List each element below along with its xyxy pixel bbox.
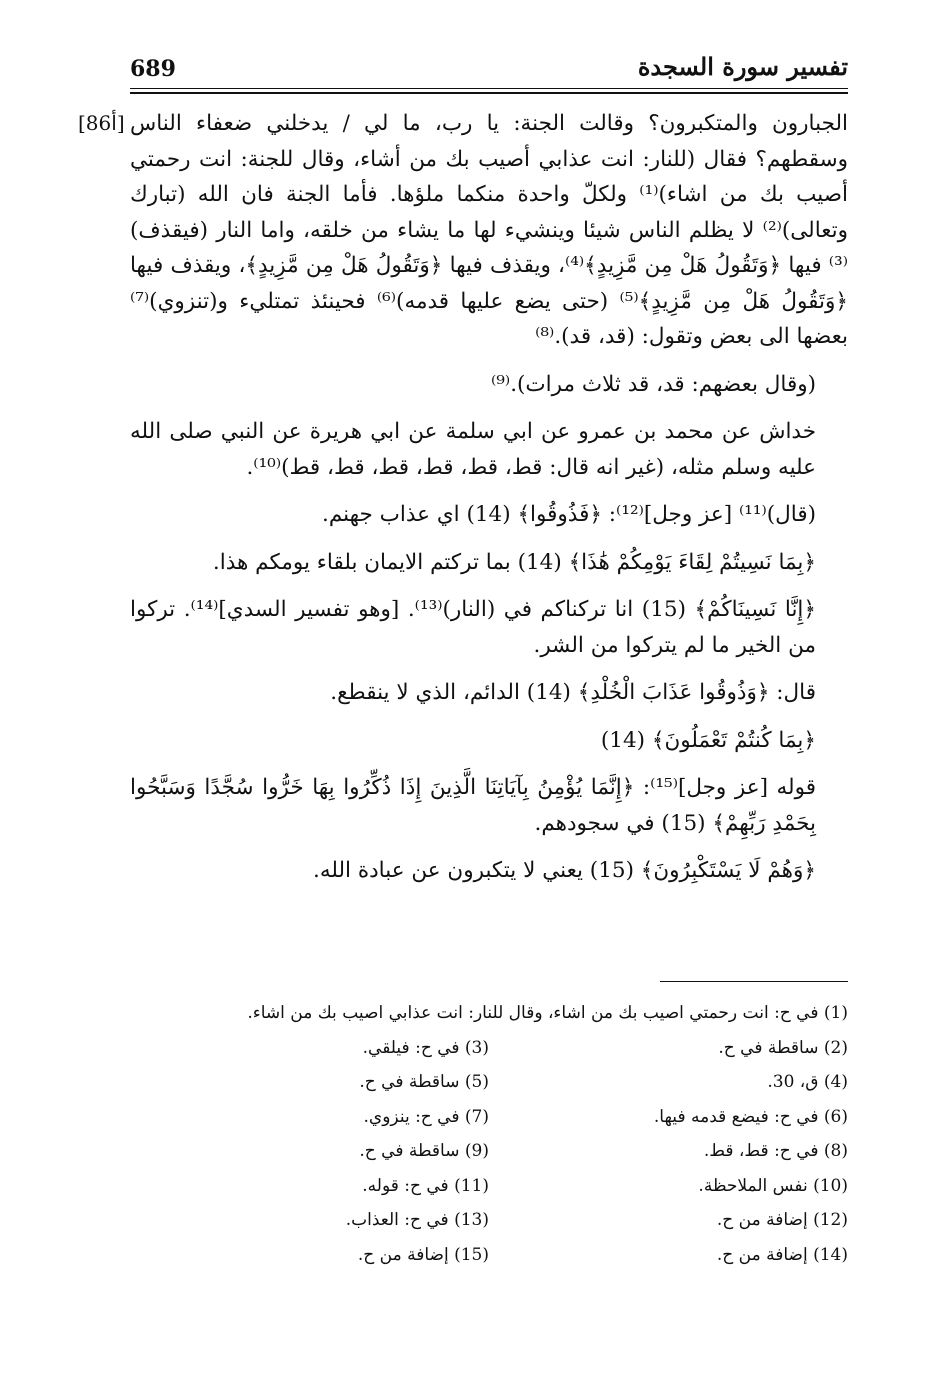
footnote: (12) إضافة من ح.	[716, 1210, 848, 1230]
running-title: تفسير سورة السجدة	[637, 52, 848, 81]
paragraph: الجبارون والمتكبرون؟ وقالت الجنة: يا رب، ما لي / يدخلني ضعفاء الناس وسقطهم؟ فقال (للنار: انت عذابي أصيب بك من أشاء، وقال للجنة: انت رحمتي أصيب بك من اشاء)⁽¹⁾ ولكلّ واحدة منكما ملؤها. فأما الجنة فان الله (تبارك وتعالى)⁽²⁾ لا يظلم الناس شيئا وينشيء لها ما يشاء من خلقه، واما النار (فيقذف)⁽³⁾ فيها ﴿وَتَقُولُ هَلْ مِن مَّزِيدٍ﴾⁽⁴⁾، ويقذف فيها ﴿وَتَقُولُ هَلْ مِن مَّزِيدٍ﴾، ويقذف فيها ﴿وَتَقُولُ هَلْ مِن مَّزِيدٍ﴾⁽⁵⁾ (حتى يضع عليها قدمه)⁽⁶⁾ فحينئذ تمتليء و(تنزوي)⁽⁷⁾ بعضها الى بعض وتقول: (قد، قد).⁽⁸⁾	[130, 111, 849, 349]
footnote: (2) ساقطة في ح.	[718, 1037, 848, 1058]
paragraph: (وقال بعضهم: قد، قد ثلاث مرات).⁽⁹⁾	[491, 371, 816, 397]
footnote-row	[130, 1134, 848, 1169]
paragraph: ﴿إِنَّا نَسِينَاكُمْ﴾ (15) انا تركناكم في (النار)⁽¹³⁾. [وهو تفسير السدي]⁽¹⁴⁾. تركوا من الخير ما لم يتركوا من الشر.	[130, 597, 816, 658]
footnote: (9) ساقطة في ح.	[359, 1141, 489, 1161]
footnote-row	[130, 1203, 848, 1238]
footnote-row	[130, 1100, 848, 1135]
footnote: (8) في ح: قط، قط.	[703, 1141, 848, 1161]
paragraph: ﴿بِمَا نَسِيتُمْ لِقَاءَ يَوْمِكُمْ هَٰذَا﴾ (14) بما تركتم الايمان بلقاء يومكم هذا.	[212, 549, 816, 575]
footnote: (13) في ح: العذاب.	[345, 1210, 489, 1230]
marginal-reference: [86أ]	[78, 111, 125, 135]
paragraph: ﴿وَهُمْ لَا يَسْتَكْبِرُونَ﴾ (15) يعني لا يتكبرون عن عبادة الله.	[313, 858, 816, 883]
footnote: (14) إضافة من ح.	[716, 1244, 848, 1265]
footnote-row	[130, 1065, 848, 1100]
footnote: (10) نفس الملاحظة.	[698, 1175, 848, 1196]
paragraph: قال: ﴿وَذُوقُوا عَذَابَ الْخُلْدِ﴾ (14) الدائم، الذي لا ينقطع.	[330, 680, 816, 705]
paragraph: ﴿بِمَا كُنتُمْ تَعْمَلُونَ﴾ (14)	[600, 727, 816, 753]
paragraph: (قال)⁽¹¹⁾ [عز وجل]⁽¹²⁾: ﴿فَذُوقُوا﴾ (14) اي عذاب جهنم.	[322, 502, 816, 527]
footnote-row	[130, 1169, 848, 1204]
footnote-separator	[660, 981, 848, 982]
footnote: (5) ساقطة في ح.	[359, 1072, 489, 1092]
footnote-row	[130, 1238, 848, 1273]
main-text	[78, 106, 849, 889]
header-rule	[130, 88, 848, 89]
footnote-row	[130, 1031, 848, 1066]
footnote: (15) إضافة من ح.	[357, 1244, 489, 1265]
paragraph: قوله [عز وجل]⁽¹⁵⁾: ﴿إِنَّمَا يُؤْمِنُ بِآيَاتِنَا الَّذِينَ إِذَا ذُكِّرُوا بِهَا خَرُّوا سُجَّدًا وَسَبَّحُوا بِحَمْدِ رَبِّهِمْ﴾ (15) في سجودهم.	[130, 775, 816, 836]
footnote: (4) ق، 30.	[767, 1072, 848, 1092]
header-rule-thick	[130, 92, 848, 94]
footnote: (11) في ح: قوله.	[362, 1175, 489, 1196]
footnotes	[130, 996, 848, 1272]
footnote: (6) في ح: فيضع قدمه فيها.	[653, 1106, 848, 1127]
footnote: (3) في ح: فيلقي.	[362, 1037, 489, 1058]
footnote: (1) في ح: انت رحمتي اصيب بك من اشاء، وقال للنار: انت عذابي اصيب بك من اشاء.	[247, 1003, 848, 1023]
footnote: (7) في ح: ينزوي.	[363, 1106, 489, 1127]
page-number: 689	[130, 56, 176, 82]
paragraph: خداش عن محمد بن عمرو عن ابي سلمة عن ابي هريرة عن النبي صلى الله عليه وسلم مثله، (غير انه قال: قط، قط، قط، قط، قط، قط)⁽¹⁰⁾.	[130, 419, 816, 480]
page-header	[130, 46, 848, 86]
